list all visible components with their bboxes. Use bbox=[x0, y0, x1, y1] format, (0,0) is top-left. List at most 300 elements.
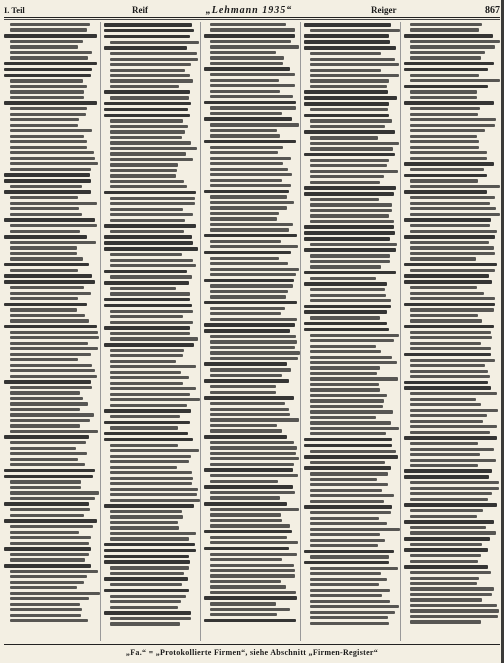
entry-line bbox=[210, 123, 299, 126]
entry-line bbox=[310, 489, 382, 492]
entry-line bbox=[310, 421, 391, 424]
entry-line bbox=[210, 157, 291, 160]
entry-line bbox=[10, 497, 95, 500]
entry-line bbox=[10, 592, 100, 595]
entry-line bbox=[310, 500, 384, 503]
entry-line bbox=[310, 74, 399, 77]
entry-line bbox=[410, 196, 495, 199]
entry-line bbox=[104, 29, 194, 33]
entry-line bbox=[310, 372, 377, 375]
entry-line bbox=[210, 84, 295, 87]
header-rule-thin bbox=[4, 19, 500, 20]
entry-line bbox=[110, 515, 183, 518]
entry-line bbox=[404, 174, 487, 178]
entry-line bbox=[10, 23, 90, 26]
entry-line bbox=[304, 322, 387, 326]
entry-line bbox=[110, 202, 195, 205]
entry-line bbox=[210, 95, 293, 98]
entry-line bbox=[104, 611, 191, 615]
column-2 bbox=[104, 22, 201, 641]
entry-line bbox=[4, 34, 97, 38]
entry-line bbox=[104, 421, 190, 425]
entry-line bbox=[410, 554, 481, 557]
entry-line bbox=[410, 96, 477, 99]
entry-line bbox=[210, 536, 287, 539]
entry-line bbox=[10, 135, 84, 138]
entry-line bbox=[10, 118, 79, 121]
entry-line bbox=[410, 582, 477, 585]
entry-line bbox=[210, 245, 298, 248]
entry-line bbox=[110, 572, 184, 575]
entry-line bbox=[310, 198, 379, 201]
entry-line bbox=[210, 195, 287, 198]
entry-line bbox=[310, 85, 387, 88]
entry-line bbox=[410, 370, 488, 373]
entry-line bbox=[4, 173, 90, 177]
entry-line bbox=[10, 51, 92, 54]
entry-line bbox=[10, 463, 85, 466]
entry-line bbox=[210, 134, 280, 137]
entry-line bbox=[210, 524, 290, 527]
entry-line bbox=[210, 429, 282, 432]
entry-line bbox=[10, 230, 80, 233]
entry-line bbox=[310, 472, 388, 475]
entry-line bbox=[310, 616, 388, 619]
entry-line bbox=[310, 572, 381, 575]
entry-line bbox=[4, 68, 92, 72]
entry-line bbox=[310, 578, 387, 581]
entry-line bbox=[210, 212, 279, 215]
entry-line bbox=[210, 413, 290, 416]
entry-line bbox=[410, 359, 495, 362]
entry-line bbox=[110, 477, 193, 480]
entry-line bbox=[210, 564, 294, 567]
entry-line bbox=[310, 450, 396, 453]
entry-line bbox=[310, 69, 381, 72]
entry-line bbox=[10, 491, 99, 494]
entry-line bbox=[10, 586, 77, 589]
entry-line bbox=[210, 496, 280, 499]
entry-line bbox=[110, 532, 196, 535]
entry-line bbox=[304, 231, 395, 235]
entry-line bbox=[404, 85, 488, 89]
entry-line bbox=[10, 308, 77, 311]
entry-line bbox=[310, 142, 399, 145]
entry-line bbox=[110, 376, 189, 379]
entry-line bbox=[10, 391, 80, 394]
entry-line bbox=[110, 85, 179, 88]
entry-line bbox=[310, 265, 381, 268]
entry-line bbox=[204, 530, 292, 534]
entry-line bbox=[210, 184, 291, 187]
entry-line bbox=[104, 108, 188, 112]
entry-line bbox=[304, 455, 398, 459]
entry-line bbox=[110, 466, 177, 469]
entry-line bbox=[104, 247, 198, 251]
entry-line bbox=[204, 67, 290, 71]
entry-line bbox=[304, 225, 394, 229]
entry-line bbox=[110, 455, 191, 458]
entry-line bbox=[210, 284, 293, 287]
entry-line bbox=[210, 262, 288, 265]
entry-line bbox=[110, 404, 187, 407]
entry-line bbox=[310, 377, 398, 380]
header-first-name: Reif bbox=[132, 5, 148, 15]
entry-line bbox=[304, 34, 389, 38]
entry-line bbox=[104, 241, 193, 245]
entry-line bbox=[304, 561, 389, 565]
entry-line bbox=[4, 564, 91, 568]
entry-line bbox=[310, 533, 380, 536]
entry-line bbox=[304, 550, 394, 554]
entry-line bbox=[404, 469, 492, 473]
entry-line bbox=[404, 190, 487, 194]
entry-line bbox=[310, 405, 383, 408]
entry-line bbox=[110, 253, 182, 256]
entry-line bbox=[410, 560, 478, 563]
entry-line bbox=[410, 157, 487, 160]
entry-line bbox=[10, 581, 84, 584]
entry-line bbox=[10, 458, 78, 461]
entry-line bbox=[10, 113, 86, 116]
entry-line bbox=[204, 34, 295, 38]
entry-line bbox=[410, 587, 494, 590]
entry-line bbox=[210, 335, 296, 338]
entry-line bbox=[110, 426, 178, 429]
page-header bbox=[4, 3, 500, 17]
entry-line bbox=[210, 346, 295, 349]
entry-line bbox=[110, 349, 184, 352]
entry-line bbox=[304, 248, 396, 252]
entry-line bbox=[310, 432, 386, 435]
entry-line bbox=[104, 191, 196, 195]
entry-line bbox=[404, 565, 488, 569]
entry-line bbox=[210, 28, 295, 31]
entry-line bbox=[310, 388, 380, 391]
entry-line bbox=[410, 51, 485, 54]
entry-line bbox=[110, 125, 188, 128]
entry-line bbox=[10, 140, 87, 143]
entry-line bbox=[10, 570, 98, 573]
entry-line bbox=[10, 603, 80, 606]
entry-line bbox=[410, 135, 477, 138]
entry-line bbox=[410, 74, 479, 77]
entry-line bbox=[310, 383, 379, 386]
entry-line bbox=[310, 361, 397, 364]
entry-line bbox=[110, 471, 192, 474]
entry-line bbox=[410, 168, 484, 171]
entry-line bbox=[10, 369, 95, 372]
entry-line bbox=[4, 435, 89, 439]
entry-line bbox=[110, 606, 178, 609]
entry-line bbox=[110, 499, 200, 502]
entry-line bbox=[10, 246, 77, 249]
entry-line bbox=[404, 386, 491, 390]
entry-line bbox=[210, 217, 277, 220]
entry-line bbox=[204, 596, 297, 600]
entry-line bbox=[410, 414, 487, 417]
entry-line bbox=[210, 62, 283, 65]
entry-line bbox=[210, 418, 299, 421]
entry-line bbox=[410, 308, 494, 311]
entry-line bbox=[10, 286, 84, 289]
entry-line bbox=[310, 243, 397, 246]
entry-line bbox=[410, 481, 499, 484]
entry-line bbox=[410, 185, 500, 188]
entry-line bbox=[210, 173, 292, 176]
entry-line bbox=[404, 235, 495, 239]
entry-line bbox=[410, 79, 500, 82]
entry-line bbox=[104, 281, 189, 285]
entry-line bbox=[4, 101, 97, 105]
entry-line bbox=[304, 96, 397, 100]
entry-line bbox=[304, 153, 395, 157]
entry-line bbox=[10, 40, 83, 43]
entry-line bbox=[310, 181, 380, 184]
entry-line bbox=[410, 598, 482, 601]
entry-line bbox=[10, 402, 88, 405]
entry-line bbox=[10, 85, 87, 88]
entry-line bbox=[310, 366, 380, 369]
entry-line bbox=[4, 235, 87, 239]
entry-line bbox=[204, 329, 290, 333]
entry-line bbox=[110, 52, 197, 55]
entry-line bbox=[10, 386, 92, 389]
entry-line bbox=[210, 112, 282, 115]
entry-line bbox=[304, 90, 388, 94]
entry-line bbox=[104, 114, 190, 118]
entry-line bbox=[110, 510, 182, 513]
entry-line bbox=[10, 124, 78, 127]
entry-line bbox=[410, 230, 497, 233]
entry-line bbox=[4, 303, 87, 307]
entry-line bbox=[310, 517, 379, 520]
entry-line bbox=[210, 129, 277, 132]
entry-line bbox=[110, 63, 191, 66]
page-footer: „Fa.“ = „Protokollierte Firmen“, siehe Abschnitt „Firmen-Register“ bbox=[4, 644, 500, 659]
entry-line bbox=[310, 567, 398, 570]
entry-line bbox=[310, 147, 393, 150]
entry-line bbox=[110, 371, 181, 374]
entry-line bbox=[104, 235, 192, 239]
entry-line bbox=[210, 73, 295, 76]
entry-line bbox=[310, 583, 379, 586]
entry-line bbox=[410, 40, 500, 43]
entry-line bbox=[110, 482, 192, 485]
entry-line bbox=[110, 74, 190, 77]
entry-line bbox=[410, 207, 496, 210]
entry-line bbox=[10, 531, 79, 534]
entry-line bbox=[110, 41, 199, 44]
entry-line bbox=[310, 394, 387, 397]
entry-line bbox=[210, 391, 276, 394]
entry-line bbox=[410, 347, 491, 350]
entry-line bbox=[104, 35, 190, 39]
entry-line bbox=[104, 543, 195, 547]
entry-line bbox=[310, 170, 398, 173]
entry-line bbox=[310, 334, 399, 337]
entry-line bbox=[104, 326, 190, 330]
entry-line bbox=[310, 478, 377, 481]
entry-line bbox=[110, 264, 196, 267]
entry-line bbox=[410, 620, 481, 623]
entry-lines bbox=[304, 22, 398, 625]
entry-line bbox=[310, 594, 382, 597]
entry-line bbox=[10, 162, 98, 165]
entry-line bbox=[110, 147, 197, 150]
entry-line bbox=[310, 119, 392, 122]
entry-line bbox=[410, 515, 477, 518]
entry-line bbox=[410, 442, 478, 445]
entry-line bbox=[104, 589, 189, 593]
entry-line bbox=[304, 40, 390, 44]
entry-line bbox=[210, 368, 291, 371]
entry-line bbox=[10, 364, 92, 367]
entry-line bbox=[4, 74, 91, 78]
entry-line bbox=[10, 424, 80, 427]
entry-line bbox=[410, 297, 495, 300]
entry-line bbox=[10, 514, 84, 517]
entry-line bbox=[10, 336, 99, 339]
column-5 bbox=[404, 22, 500, 641]
entry-line bbox=[110, 360, 176, 363]
entry-line bbox=[10, 79, 83, 82]
entry-line bbox=[110, 521, 178, 524]
entry-line bbox=[410, 257, 476, 260]
entry-line bbox=[310, 277, 376, 280]
entry-line bbox=[304, 328, 389, 332]
entry-line bbox=[404, 263, 497, 267]
entry-line bbox=[10, 353, 91, 356]
entry-line bbox=[204, 468, 293, 472]
entry-line bbox=[210, 90, 280, 93]
entry-line bbox=[210, 340, 297, 343]
entry-line bbox=[304, 102, 389, 106]
entry-line bbox=[4, 218, 95, 222]
entry-line bbox=[210, 162, 283, 165]
entry-line bbox=[304, 438, 392, 442]
entry-line bbox=[110, 460, 189, 463]
entry-line bbox=[410, 498, 488, 501]
directory-columns bbox=[4, 22, 500, 641]
entry-line bbox=[10, 508, 90, 511]
entry-line bbox=[10, 292, 91, 295]
entry-line bbox=[310, 79, 389, 82]
entry-line bbox=[10, 331, 98, 334]
entry-line bbox=[210, 357, 298, 360]
entry-line bbox=[10, 196, 78, 199]
entry-line bbox=[410, 241, 489, 244]
entry-line bbox=[10, 107, 87, 110]
entry-line bbox=[110, 310, 193, 313]
entry-line bbox=[4, 325, 97, 329]
entry-line bbox=[104, 504, 194, 508]
entry-line bbox=[10, 553, 89, 556]
entry-line bbox=[410, 392, 497, 395]
entry-line bbox=[310, 410, 393, 413]
entry-line bbox=[110, 180, 184, 183]
entry-line bbox=[310, 399, 384, 402]
entry-line bbox=[210, 385, 276, 388]
entry-line bbox=[404, 68, 488, 72]
entry-line bbox=[410, 129, 485, 132]
entry-line bbox=[210, 569, 295, 572]
entry-lines bbox=[204, 22, 298, 622]
entry-line bbox=[10, 207, 79, 210]
entry-line bbox=[210, 40, 291, 43]
header-rule bbox=[4, 17, 500, 18]
entry-line bbox=[210, 491, 295, 494]
entry-line bbox=[110, 387, 196, 390]
entry-line bbox=[104, 224, 196, 228]
entry-line bbox=[404, 325, 494, 329]
entry-line bbox=[410, 246, 494, 249]
entry-line bbox=[310, 494, 394, 497]
entry-line bbox=[10, 408, 80, 411]
entry-line bbox=[310, 622, 389, 625]
entry-line bbox=[310, 203, 392, 206]
entry-line bbox=[304, 46, 396, 50]
entry-line bbox=[210, 146, 283, 149]
entry-line bbox=[204, 323, 295, 327]
entry-line bbox=[310, 52, 381, 55]
entry-line bbox=[310, 220, 394, 223]
entry-line bbox=[404, 62, 494, 66]
entry-line bbox=[110, 119, 183, 122]
entry-line bbox=[410, 459, 496, 462]
entry-line bbox=[10, 45, 78, 48]
entry-line bbox=[110, 136, 182, 139]
entry-lines bbox=[404, 22, 498, 624]
entry-line bbox=[110, 393, 190, 396]
entry-line bbox=[10, 619, 88, 622]
entry-line bbox=[410, 336, 492, 339]
entry-line bbox=[304, 192, 394, 196]
entry-line bbox=[10, 342, 88, 345]
entry-line bbox=[210, 574, 295, 577]
entry-line bbox=[110, 488, 198, 491]
entry-line bbox=[210, 23, 286, 26]
entry-line bbox=[404, 381, 488, 385]
entry-line bbox=[304, 305, 391, 309]
entry-line bbox=[310, 164, 387, 167]
entry-line bbox=[310, 427, 399, 430]
entry-line bbox=[10, 536, 91, 539]
entry-line bbox=[310, 108, 388, 111]
entry-line bbox=[110, 219, 185, 222]
entry-line bbox=[410, 492, 492, 495]
entry-line bbox=[210, 51, 276, 54]
entry-line bbox=[410, 213, 500, 216]
entry-line bbox=[204, 485, 293, 489]
entry-line bbox=[10, 430, 98, 433]
entry-line bbox=[410, 113, 478, 116]
entry-line bbox=[10, 241, 96, 244]
entry-line bbox=[204, 435, 287, 439]
entry-line bbox=[210, 201, 294, 204]
entry-line bbox=[210, 273, 296, 276]
entry-line bbox=[410, 319, 482, 322]
entry-line bbox=[210, 553, 297, 556]
entry-line bbox=[110, 566, 189, 569]
entry-line bbox=[410, 146, 479, 149]
entry-line bbox=[410, 224, 490, 227]
entry-line bbox=[104, 432, 188, 436]
entry-line bbox=[110, 69, 185, 72]
entry-line bbox=[210, 480, 278, 483]
entry-line bbox=[310, 136, 378, 139]
entry-line bbox=[110, 600, 181, 603]
